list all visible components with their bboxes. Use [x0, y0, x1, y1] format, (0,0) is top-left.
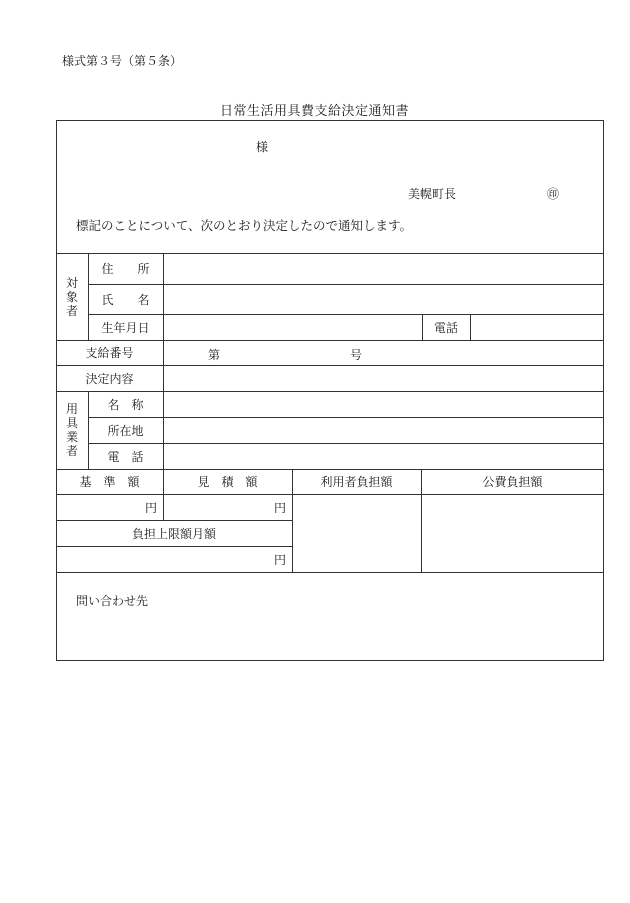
name-label: 氏 名 — [101, 292, 150, 307]
vendor-group-label: 用 具 業 者 — [65, 402, 78, 458]
payment-number-label: 支給番号 — [85, 346, 134, 360]
address-label: 住 所 — [101, 262, 150, 276]
standard-amount-yen: 円 — [144, 500, 157, 515]
monthly-limit-label: 負担上限額月額 — [131, 526, 216, 541]
user-burden-label: 利用者負担額 — [320, 475, 393, 489]
form-number: 様式第３号（第５条） — [62, 54, 183, 68]
payment-number-prefix: 第 — [208, 348, 221, 362]
vendor-location-label: 所在地 — [107, 423, 144, 438]
vendor-name-label: 名 称 — [107, 397, 144, 412]
public-burden-label: 公費負担額 — [482, 475, 543, 489]
subject-group-label: 対 象 者 — [65, 275, 78, 318]
decision-content-label: 決定内容 — [85, 371, 134, 386]
issuer-name: 美幌町長 — [408, 187, 457, 201]
estimate-amount-label: 見 積 額 — [197, 475, 258, 489]
page-title: 日常生活用具費支給決定通知書 — [220, 104, 410, 119]
payment-number-suffix: 号 — [350, 348, 363, 362]
phone-label: 電話 — [433, 320, 458, 335]
contact-label: 問い合わせ先 — [76, 594, 149, 608]
vendor-phone-label: 電 話 — [107, 449, 144, 464]
monthly-limit-yen: 円 — [273, 552, 286, 567]
birthdate-label: 生年月日 — [101, 320, 150, 335]
notice-body-text: 標記のことについて、次のとおり決定したので通知します。 — [76, 218, 413, 233]
addressee-suffix: 様 — [256, 140, 269, 154]
seal-mark: ㊞ — [547, 187, 560, 201]
standard-amount-label: 基 準 額 — [79, 475, 140, 489]
estimate-amount-yen: 円 — [273, 500, 286, 515]
